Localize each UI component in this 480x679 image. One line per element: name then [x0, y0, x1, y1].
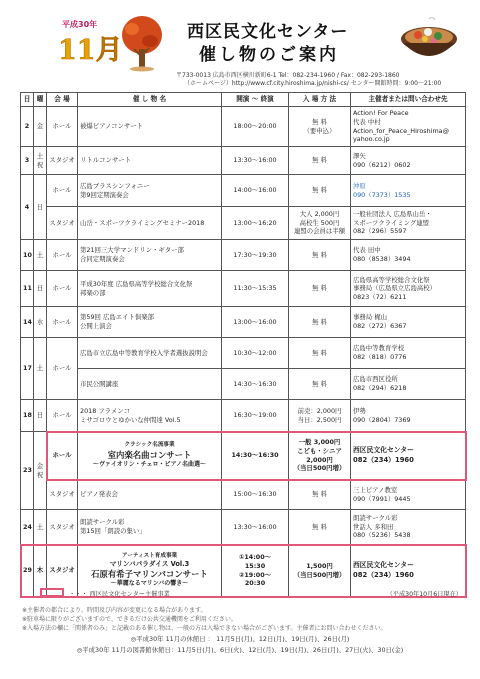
weekday-cell: 水 — [34, 307, 47, 338]
day-cell: 24 — [21, 510, 34, 545]
event-series: クラシック名流事業 — [124, 442, 175, 448]
day-cell: 14 — [21, 307, 34, 338]
contact-cell: 三上ピアノ教室 090（7991）9445 — [351, 480, 466, 510]
time-cell: 15:00～16:30 — [222, 480, 289, 510]
table-row — [21, 147, 466, 175]
time-cell: 13:00～16:00 — [222, 307, 289, 338]
era-label: 平成30年 — [62, 20, 98, 29]
time-cell: 17:30～19:30 — [222, 240, 289, 271]
entry-cell: 無 料 — [289, 510, 351, 545]
table-header-row — [21, 93, 466, 107]
time-cell: 10:30～12:00 — [222, 338, 289, 369]
table-row — [21, 307, 466, 338]
event-cell: ピアノ発表会 — [78, 480, 222, 510]
time-cell: ①14:00～ 15:30 ②19:00～ 20:30 — [222, 545, 289, 597]
time-cell: 14:30～16:30 — [222, 432, 289, 480]
day-cell: 4 — [21, 175, 34, 240]
schedule-table — [20, 92, 466, 597]
contact-cell: 広島県高等学校総合文化祭 事務局（広島県立広島高校） 0823（72）6211 — [351, 271, 466, 307]
contact-cell: 朗読サークル彩 世話人 多和田 080（5236）5438 — [351, 510, 466, 545]
entry-cell: 無 料 — [289, 147, 351, 175]
table-row — [21, 240, 466, 271]
entry-cell: 無 料 — [289, 240, 351, 271]
entry-cell: 無 料 — [289, 369, 351, 400]
event-subtitle: ～華麗なるマリンバの響き～ — [110, 580, 189, 588]
venue-cell: ホール — [47, 338, 78, 400]
venue-cell: スタジオ — [47, 147, 78, 175]
venue-cell: ホール — [47, 107, 78, 147]
event-cell: 広島ブラスシンフォニー 第9回定期演奏会 — [78, 175, 222, 207]
venue-cell: ホール — [47, 400, 78, 432]
weekday-cell: 土 — [34, 510, 47, 545]
contact-cell: 伊勢 090（2804）7369 — [351, 400, 466, 432]
venue-cell: スタジオ — [47, 545, 78, 597]
event-cell: リトルコンサート — [78, 147, 222, 175]
header-event: 催 し 物 名 — [78, 93, 222, 107]
event-cell: 平成30年度 広島県高等学校総合文化祭 邦楽の部 — [78, 271, 222, 307]
contact-phone: 090（7373）1535 — [353, 190, 411, 199]
event-cell: 市民公開講座 — [78, 369, 222, 400]
contact-cell: 澤矢 090（6212）0602 — [351, 147, 466, 175]
note-line: ※入場方法の欄に「関係者のみ」と記載のある催し物は、一般の方は入場できない場合がございます。主催者にお問い合わせください。 — [22, 625, 387, 632]
weekday-cell: 土 — [34, 338, 47, 400]
contact-cell: 事務局 梶山 082（272）6367 — [351, 307, 466, 338]
entry-cell: 無 料 — [289, 480, 351, 510]
header-time: 開演 ～ 終演 — [222, 93, 289, 107]
day-cell: 10 — [21, 240, 34, 271]
page-subtitle: 催し物のご案内 — [199, 45, 339, 65]
time-cell: 13:00～16:20 — [222, 207, 289, 240]
entry-cell: 1,500円 （当日500円増） — [289, 545, 351, 597]
time-cell: 13:30～16:00 — [222, 510, 289, 545]
weekday-cell: 日 — [34, 400, 47, 432]
event-cell: 山岳・スポーツクライミングセミナー2018 — [78, 207, 222, 240]
time-cell: 14:30～16:30 — [222, 369, 289, 400]
entry-cell: 前売：2,000円 当日：2,500円 — [289, 400, 351, 432]
contact-cell: 代表 田中 080（8538）3494 — [351, 240, 466, 271]
event-title: 室内楽名曲コンサート — [107, 449, 192, 460]
header-weekday: 曜 — [34, 93, 47, 107]
address-line: 〒733-0013 広島市西区横川新町6-1 Tel：082-234-1960 / Fax：082-293-1860 — [176, 72, 400, 79]
header-day: 日 — [21, 93, 34, 107]
homepage-line: （ホームページ）http://www.cf.city.hiroshima.jp/nishi-cs/ センター開館時間：9:00～21:00 — [184, 80, 442, 87]
header-entry: 入 場 方 法 — [289, 93, 351, 107]
table-row — [21, 207, 466, 240]
contact-cell: 一般社団法人 広島県山岳・ スポーツクライミング連盟 082（296）5597 — [351, 207, 466, 240]
weekday-cell: 金 — [34, 107, 47, 147]
contact-cell: 西区民文化センター 082（234）1960 — [351, 545, 466, 597]
event-cell: 被爆ピアノコンサート — [78, 107, 222, 147]
time-cell: 18:00～20:00 — [222, 107, 289, 147]
table-row — [21, 510, 466, 545]
day-cell: 23 — [21, 432, 34, 510]
event-cell — [78, 432, 222, 480]
day-cell: 29 — [21, 545, 34, 597]
day-cell: 18 — [21, 400, 34, 432]
weekday-cell: 土 祝 — [34, 147, 47, 175]
venue-cell: ホール — [47, 432, 78, 480]
event-volume: マリンバパラダイス Vol.3 — [109, 560, 190, 569]
table-row — [21, 369, 466, 400]
contact-cell: Action! For Peace 代表 中村 Action_for_Peace_Hiroshima@ yahoo.co.jp — [351, 107, 466, 147]
month-label: 11月 — [58, 35, 123, 66]
legend-swatch — [40, 588, 64, 597]
time-cell: 16:30～19:00 — [222, 400, 289, 432]
entry-cell: 無 料 — [289, 307, 351, 338]
venue-cell: ホール — [47, 240, 78, 271]
contact-cell — [351, 175, 466, 207]
event-subtitle: ～ヴァイオリン・チェロ・ピアノ名曲選～ — [92, 460, 207, 468]
venue-cell: ホール — [47, 307, 78, 338]
entry-cell: 大人 2,000円 高校生 500円 連盟の会員は半額 — [289, 207, 351, 240]
day-cell: 2 — [21, 107, 34, 147]
time-cell: 13:30～16:00 — [222, 147, 289, 175]
event-cell: 広島市立広島中等教育学校入学者選抜説明会 — [78, 338, 222, 369]
day-cell: 17 — [21, 338, 34, 400]
library-closed-days-line: ◎平成30年 11月の図書館休館日：11月5日(月)、6日(火)、12日(月)、19日(月)、26日(月)、27日(火)、30日(金) — [76, 646, 404, 654]
table-row — [21, 175, 466, 207]
contact-cell: 広島中等教育学校 082（818）0776 — [351, 338, 466, 369]
as-of-date: （平成30年10月6日現在） — [386, 591, 462, 598]
time-cell: 11:30～15:35 — [222, 271, 289, 307]
hotpot-icon — [398, 17, 460, 69]
entry-cell: 一般 3,000円 こども・シニア 2,000円 （当日500円増） — [289, 432, 351, 480]
venue-cell: スタジオ — [47, 510, 78, 545]
weekday-cell: 木 — [34, 545, 47, 597]
entry-cell: 無 料 — [289, 271, 351, 307]
weekday-cell: 日 — [34, 271, 47, 307]
entry-cell: 無 料 — [289, 338, 351, 369]
event-title: 石原有希子マリンバコンサート — [91, 569, 208, 579]
weekday-cell: 日 — [34, 175, 47, 240]
venue-cell: ホール — [47, 175, 78, 207]
event-cell: 第21回三大学マンドリン・ギター部 合同定期演奏会 — [78, 240, 222, 271]
table-row — [21, 432, 466, 480]
autumn-tree-icon — [118, 13, 166, 73]
venue-cell: スタジオ — [47, 480, 78, 510]
header-venue: 会 場 — [47, 93, 78, 107]
table-row — [21, 400, 466, 432]
entry-cell: 無 料 — [289, 175, 351, 207]
event-cell: 2018 フラメンコ ミサゴロウとゆかいな仲間達 Vol.5 — [78, 400, 222, 432]
closed-days-line: ◎平成30年 11月の休館日 ： 11月5日(月)、12日(月)、19日(月)、26日(月) — [130, 635, 350, 643]
event-cell: 第59回 広島エイト倶楽部 公開上演会 — [78, 307, 222, 338]
weekday-cell: 土 — [34, 240, 47, 271]
day-cell: 3 — [21, 147, 34, 175]
table-row — [21, 480, 466, 510]
legend-text: ・・・ 西区民文化センター主催事業 — [69, 591, 170, 598]
contact-cell: 西区民文化センター 082（234）1960 — [351, 432, 466, 480]
venue-cell: ホール — [47, 271, 78, 307]
note-line: ※駐車場に限りがございますので、できるだけ公共交通機関をご利用ください。 — [22, 616, 237, 623]
header-contact: 主催者または問い合わせ先 — [351, 93, 466, 107]
weekday-cell: 金 祝 — [34, 432, 47, 510]
page-title: 西区民文化センター — [187, 22, 349, 42]
entry-cell: 無 料 （要申込） — [289, 107, 351, 147]
event-series: アーティスト育成事業 — [121, 552, 178, 559]
table-row — [21, 338, 466, 369]
contact-cell: 広島市西区役所 082（294）6218 — [351, 369, 466, 400]
table-row — [21, 271, 466, 307]
venue-cell: スタジオ — [47, 207, 78, 240]
table-row — [21, 107, 466, 147]
time-cell: 14:00～16:00 — [222, 175, 289, 207]
event-cell: 朗読サークル彩 第15回「朗読の集い」 — [78, 510, 222, 545]
day-cell: 11 — [21, 271, 34, 307]
note-line: ※主催者の都合により、時間及び内容が変更になる場合があります。 — [22, 607, 207, 614]
contact-name: 沖原 — [353, 181, 366, 190]
